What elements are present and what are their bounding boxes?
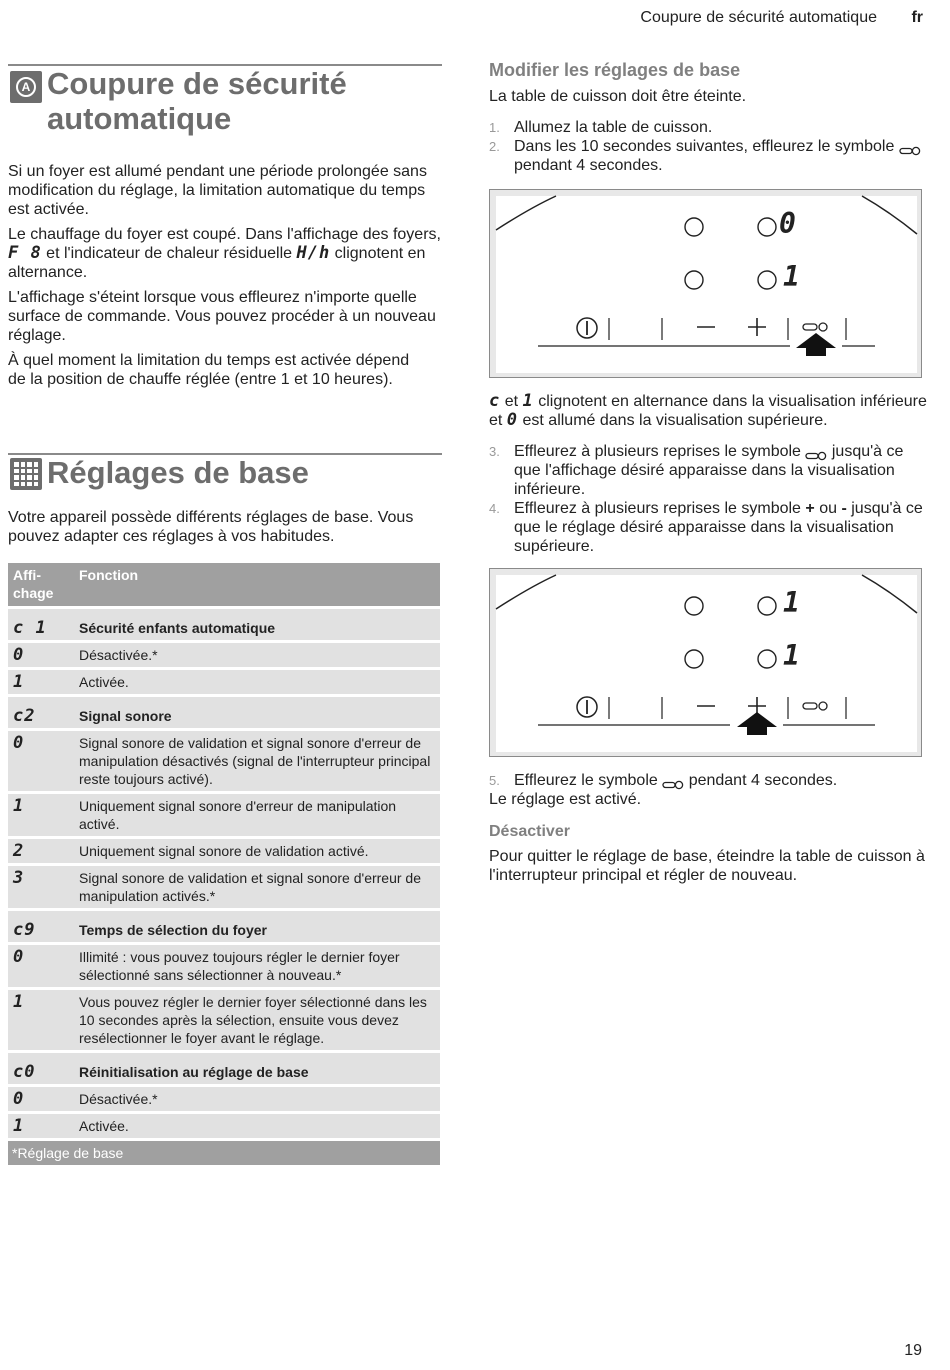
- table-group-row: [8, 609, 440, 640]
- display-code: 3: [13, 868, 25, 888]
- display-code: 2: [13, 841, 25, 861]
- paragraph: Le chauffage du foyer est coupé. Dans l'affichage des foyers, F 8 et l'indicateur de chaleur résiduelle H/h clignotent en alternance.: [8, 226, 441, 281]
- table-row: [8, 839, 440, 863]
- display-code: c2: [13, 706, 36, 726]
- group-title: Réinitialisation au réglage de base: [75, 1053, 440, 1084]
- paragraph: La table de cuisson doit être éteinte.: [489, 88, 747, 105]
- page-number: 19: [904, 1342, 922, 1359]
- display-code: 0: [13, 947, 25, 967]
- section-title: Coupure de sécurité automatique: [47, 66, 347, 136]
- group-title: Temps de sélection du foyer: [75, 911, 440, 942]
- page-header: [0, 8, 950, 30]
- option-text: Activée.: [75, 670, 440, 694]
- right-column: [489, 60, 929, 891]
- paragraph: Votre appareil possède différents réglages de base. Vous pouvez adapter ces réglages à vos habitudes.: [8, 509, 414, 545]
- option-text: Désactivée.*: [75, 643, 440, 667]
- display-code: c0: [13, 1062, 36, 1082]
- column-header-function: Fonction: [75, 563, 440, 606]
- table-row: [8, 1087, 440, 1111]
- table-row: [8, 643, 440, 667]
- option-text: Vous pouvez régler le dernier foyer sélectionné dans les 10 secondes après la sélection, ensuite vous devez resélectionner le foyer avant le réglage.: [75, 990, 440, 1050]
- display-code: 0: [13, 1089, 25, 1109]
- footnote-text: *Réglage de base: [8, 1141, 440, 1165]
- settings-grid-icon: [10, 458, 42, 490]
- table-group-row: [8, 697, 440, 728]
- control-panel-diagram: [489, 568, 922, 757]
- left-column: [8, 64, 442, 1168]
- control-panel-drawing: [490, 569, 923, 758]
- table-row: [8, 945, 440, 987]
- column-header-display: Affi- chage: [8, 563, 75, 606]
- table-row: [8, 866, 440, 908]
- display-code: 0: [13, 733, 25, 753]
- paragraph: c et 1 clignotent en alternance dans la visualisation inférieure et 0 est allumé dans la visualisation supérieure.: [489, 391, 927, 430]
- display-code: 1: [13, 796, 25, 816]
- section-settings-heading: [8, 453, 442, 490]
- option-text: Signal sonore de validation et signal sonore d'erreur de manipulation activés.*: [75, 866, 440, 908]
- control-panel-drawing: [490, 190, 923, 379]
- key-lock-icon: [805, 447, 827, 457]
- display-code: 0: [13, 645, 25, 665]
- group-title: Signal sonore: [75, 697, 440, 728]
- section-auto-off-heading: [8, 64, 442, 136]
- table-row: [8, 990, 440, 1050]
- bottom-zone-display: 1: [783, 639, 801, 672]
- list-item: 5. Effleurez le symbole pendant 4 secondes.: [489, 772, 838, 789]
- option-text: Activée.: [75, 1114, 440, 1138]
- top-zone-display: 1: [783, 586, 801, 619]
- subsection-title: Désactiver: [489, 823, 570, 840]
- table-row: [8, 1114, 440, 1138]
- table-row: [8, 731, 440, 791]
- display-code: c 1: [13, 618, 47, 638]
- list-item: 4. Effleurez à plusieurs reprises le symbole + ou - jusqu'à ce que le réglage désiré apparaisse dans la visualisation supérieure.: [489, 500, 923, 555]
- paragraph: L'affichage s'éteint lorsque vous effleurez n'importe quelle surface de commande. Vous pouvez procéder à un nouveau réglage.: [8, 289, 436, 344]
- subsection-title: Modifier les réglages de base: [489, 60, 741, 80]
- bottom-zone-display: 1: [783, 260, 801, 293]
- table-group-row: [8, 911, 440, 942]
- list-item: 2. Dans les 10 secondes suivantes, effleurez le symbole pendant 4 secondes.: [489, 137, 929, 175]
- display-code: F 8: [8, 243, 42, 263]
- option-text: Uniquement signal sonore d'erreur de manipulation activé.: [75, 794, 440, 836]
- display-code: 1: [13, 1116, 25, 1136]
- option-text: Signal sonore de validation et signal sonore d'erreur de manipulation désactivés (signal de l'interrupteur principal reste toujours activé).: [75, 731, 440, 791]
- display-code: 1: [13, 672, 25, 692]
- running-title: Coupure de sécurité automatique: [640, 9, 877, 26]
- table-header: [8, 563, 440, 606]
- display-code: H/h: [296, 243, 331, 263]
- settings-table: [8, 560, 440, 1168]
- table-row: [8, 794, 440, 836]
- display-code: 1: [13, 992, 25, 1012]
- steps-list: [489, 118, 929, 175]
- option-text: Uniquement signal sonore de validation activé.: [75, 839, 440, 863]
- section-title: Réglages de base: [47, 455, 309, 490]
- option-text: Désactivée.*: [75, 1087, 440, 1111]
- list-item: 3. Effleurez à plusieurs reprises le symbole jusqu'à ce que l'affichage désiré apparaisse dans la visualisation inférieure.: [489, 443, 904, 498]
- control-panel-diagram: [489, 189, 922, 378]
- key-lock-icon: [662, 776, 684, 786]
- table-footnote: [8, 1141, 440, 1165]
- paragraph: Le réglage est activé.: [489, 791, 642, 808]
- key-lock-icon: [899, 142, 921, 152]
- table-group-row: [8, 1053, 440, 1084]
- paragraph: Si un foyer est allumé pendant une période prolongée sans modification du réglage, la limitation automatique du temps est activée.: [8, 163, 427, 218]
- paragraph: À quel moment la limitation du temps est activée dépend de la position de chauffe réglée (entre 1 et 10 heures).: [8, 352, 410, 388]
- steps-list: [489, 771, 929, 790]
- display-code: c9: [13, 920, 36, 940]
- top-zone-display: 0: [779, 207, 797, 240]
- auto-off-icon: A: [10, 71, 42, 103]
- option-text: Illimité : vous pouvez toujours régler le dernier foyer sélectionné sans sélectionner à nouveau.*: [75, 945, 440, 987]
- table-row: [8, 670, 440, 694]
- paragraph: Pour quitter le réglage de base, éteindre la table de cuisson à l'interrupteur principal et régler de nouveau.: [489, 848, 925, 884]
- steps-list: [489, 442, 929, 556]
- language-tag: fr: [911, 9, 923, 26]
- group-title: Sécurité enfants automatique: [75, 609, 440, 640]
- list-item: 1. Allumez la table de cuisson.: [489, 119, 713, 136]
